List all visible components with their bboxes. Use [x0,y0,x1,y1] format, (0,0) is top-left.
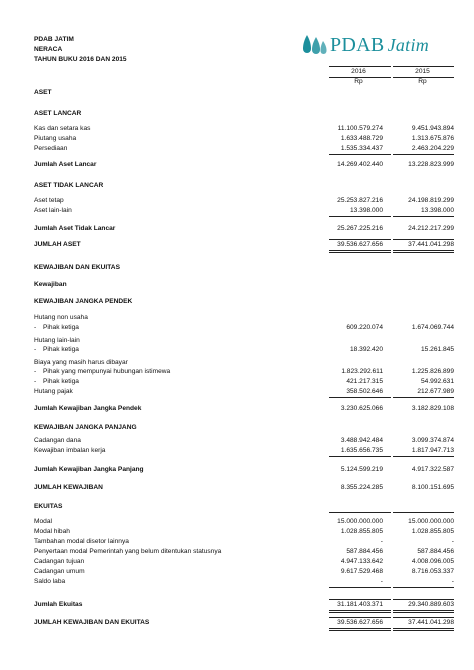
value-2016: 3.230.625.066 [340,405,383,412]
row-label: KEWAJIBAN JANGKA PENDEK [34,298,133,305]
value-2015: 15.261.845 [420,346,454,353]
col-rule-2016 [329,66,391,67]
value-2015: 9.451.943.894 [411,125,454,132]
total-rule-top-2015 [393,599,454,600]
total-rule-double-2015 [393,252,454,253]
row-label: Pihak yang mempunyai hubungan istimewa [43,368,171,375]
value-2015: 4.008.096.005 [411,558,454,565]
row-label: Aset lain-lain [34,207,72,214]
subtotal-rule-2015 [393,397,454,398]
subtotal-rule-2015 [393,512,454,513]
value-2015: 1.674.069.744 [411,324,454,331]
table-row [34,196,454,205]
value-2016: 39.536.627.656 [337,619,383,626]
row-label: JUMLAH ASET [34,241,81,248]
subtotal-rule-2016 [329,587,391,588]
row-label: Piutang usaha [34,135,77,142]
total-rule-bottom-2016 [329,628,391,629]
row-bullet: - [34,324,37,331]
table-row [34,517,454,526]
row-label: Biaya yang masih harus dibayar [34,359,128,366]
value-2016: 421.217.315 [346,378,383,385]
row-label: Modal [34,518,52,525]
value-2015: 8.100.151.695 [411,484,454,491]
total-rule-double-2015 [393,612,454,613]
table-row [34,280,454,289]
statement-period: TAHUN BUKU 2016 DAN 2015 [34,56,127,63]
value-2015: 3.099.374.874 [411,437,454,444]
total-rule-top-2016 [329,239,391,240]
total-rule-top-2015 [393,239,454,240]
row-label: Kewajiban [34,281,67,288]
total-rule-double-2016 [329,252,391,253]
row-bullet: - [34,346,37,353]
value-2016: 14.269.402.440 [337,161,383,168]
total-rule-double-2016 [329,612,391,613]
company-name: PDAB JATIM [34,36,74,43]
table-row [34,224,454,233]
table-row [34,377,454,386]
row-bullet: - [34,378,37,385]
total-rule-top-2016 [329,617,391,618]
subtotal-rule-2016 [329,216,391,217]
subtotal-rule-2015 [393,154,454,155]
value-2016: 39.536.627.656 [337,241,383,248]
table-row [34,181,454,190]
row-label: EKUITAS [34,503,63,510]
value-2016: 8.355.224.285 [340,484,383,491]
value-2016: 9.617.529.468 [340,568,383,575]
table-row [34,527,454,536]
table-row [34,134,454,143]
total-rule-bottom-2016 [329,250,391,251]
table-row [34,600,454,609]
table-row [34,345,454,354]
row-label: Cadangan tujuan [34,558,85,565]
logo-word: PDAB [330,34,385,56]
subtotal-rule-2015 [393,456,454,457]
row-label: Kewajiban imbalan kerja [34,447,106,454]
statement-title: NERACA [34,46,63,53]
value-2016: 1.535.334.437 [340,145,383,152]
value-2015: 1.028.855.805 [411,528,454,535]
value-2015: 13.398.000 [420,207,454,214]
table-row [34,537,454,546]
table-row [34,124,454,133]
table-row [34,263,454,272]
row-label: Penyertaan modal Pemerintah yang belum ditentukan statusnya [34,548,222,555]
col-header-2015: 2015 [415,68,430,75]
total-rule-bottom-2016 [329,610,391,611]
value-2016: 11.100.579.274 [337,125,383,132]
value-2015: 29.340.889.603 [408,601,454,608]
table-row [34,109,454,118]
table-row [34,547,454,556]
subtotal-rule-2015 [393,216,454,217]
value-2015: 37.441.041.298 [408,241,454,248]
total-rule-bottom-2015 [393,610,454,611]
table-row [34,297,454,306]
value-2015: 13.228.823.999 [408,161,454,168]
table-row [34,423,454,432]
value-2015: 1.313.675.876 [411,135,454,142]
table-row [34,483,454,492]
logo-script: Jatim [387,35,430,55]
value-2016: 25.253.827.216 [337,197,383,204]
value-2015: - [451,538,454,545]
value-2016: 1.633.488.729 [340,135,383,142]
row-label: JUMLAH KEWAJIBAN DAN EKUITAS [34,619,150,626]
col-unit-2015: Rp [418,78,427,85]
value-2015: 1.225.826.899 [411,368,454,375]
value-2016: 31.181.403.371 [337,601,383,608]
table-row [34,387,454,396]
row-bullet: - [34,368,37,375]
table-row [34,358,454,367]
row-label: Kas dan setara kas [34,125,91,132]
row-label: ASET TIDAK LANCAR [34,182,104,189]
value-2015: 3.182.829.108 [411,405,454,412]
value-2016: 587.884.456 [346,548,383,555]
value-2015: 15.000.000.000 [408,518,454,525]
row-label: Jumlah Aset Tidak Lancar [34,225,116,232]
value-2015: 37.441.041.298 [408,619,454,626]
total-rule-bottom-2015 [393,628,454,629]
total-rule-double-2016 [329,630,391,631]
value-2016: 18.392.420 [349,346,383,353]
table-row [34,313,454,322]
row-label: Jumlah Aset Lancar [34,161,97,168]
row-label: KEWAJIBAN DAN EKUITAS [34,264,120,271]
row-label: Pihak ketiga [43,378,79,385]
table-row [34,240,454,249]
total-rule-double-2015 [393,630,454,631]
row-label: Modal hibah [34,528,70,535]
row-label: Pihak ketiga [43,324,79,331]
value-2015: 24.212.217.299 [408,225,454,232]
value-2016: 25.267.225.216 [337,225,383,232]
value-2016: 1.028.855.805 [340,528,383,535]
value-2015: 8.716.053.337 [411,568,454,575]
row-label: Hutang lain-lain [34,337,80,344]
value-2016: 3.488.942.484 [340,437,383,444]
row-label: Saldo laba [34,578,66,585]
table-row [34,567,454,576]
value-2016: 13.398.000 [349,207,383,214]
row-label: Persediaan [34,145,68,152]
value-2015: - [451,578,454,585]
row-label: Pihak ketiga [43,346,79,353]
table-row [34,502,454,511]
value-2016: 15.000.000.000 [337,518,383,525]
table-row [34,367,454,376]
value-2016: - [380,578,383,585]
row-label: KEWAJIBAN JANGKA PANJANG [34,424,137,431]
value-2016: - [380,538,383,545]
col-header-2016: 2016 [351,68,366,75]
value-2016: 4.947.133.642 [340,558,383,565]
total-rule-top-2015 [393,617,454,618]
row-label: Jumlah Kewajiban Jangka Panjang [34,466,144,473]
table-row [34,436,454,445]
table-row [34,160,454,169]
value-2016: 1.823.292.611 [341,368,383,375]
row-label: Cadangan umum [34,568,85,575]
water-drops-icon [302,33,328,57]
value-2015: 212.677.989 [417,388,454,395]
col-rule-2015 [393,66,454,67]
table-row [34,618,454,627]
subtotal-rule-2016 [329,456,391,457]
table-row [34,557,454,566]
row-label: ASET [34,89,52,96]
value-2015: 4.917.322.587 [411,466,454,473]
table-row [34,144,454,153]
table-row [34,336,454,345]
value-2016: 358.502.646 [346,388,383,395]
table-row [34,465,454,474]
value-2015: 54.992.631 [420,378,454,385]
row-label: ASET LANCAR [34,110,82,117]
total-rule-bottom-2015 [393,250,454,251]
table-row [34,206,454,215]
subtotal-rule-2015 [393,587,454,588]
table-row [34,577,454,586]
row-label: Hutang non usaha [34,314,88,321]
subtotal-rule-2016 [329,154,391,155]
logo-wordmark [330,34,429,57]
value-2016: 609.220.074 [346,324,383,331]
row-label: Hutang pajak [34,388,73,395]
col-unit-2016: Rp [354,78,363,85]
table-row [34,88,454,97]
subtotal-rule-2016 [329,512,391,513]
value-2015: 1.817.947.713 [411,447,454,454]
row-label: Aset tetap [34,197,64,204]
row-label: Tambahan modal disetor lainnya [34,538,129,545]
table-row [34,323,454,332]
value-2015: 587.884.456 [417,548,454,555]
pdab-jatim-logo [302,32,452,58]
value-2016: 5.124.599.219 [340,466,383,473]
row-label: JUMLAH KEWAJIBAN [34,484,103,491]
value-2015: 24.198.819.299 [408,197,454,204]
row-label: Cadangan dana [34,437,81,444]
row-label: Jumlah Kewajiban Jangka Pendek [34,405,142,412]
row-label: Jumlah Ekuitas [34,601,83,608]
total-rule-top-2016 [329,599,391,600]
subtotal-rule-2016 [329,397,391,398]
value-2016: 1.635.656.735 [340,447,383,454]
value-2015: 2.463.204.229 [411,145,454,152]
table-row [34,404,454,413]
table-row [34,446,454,455]
